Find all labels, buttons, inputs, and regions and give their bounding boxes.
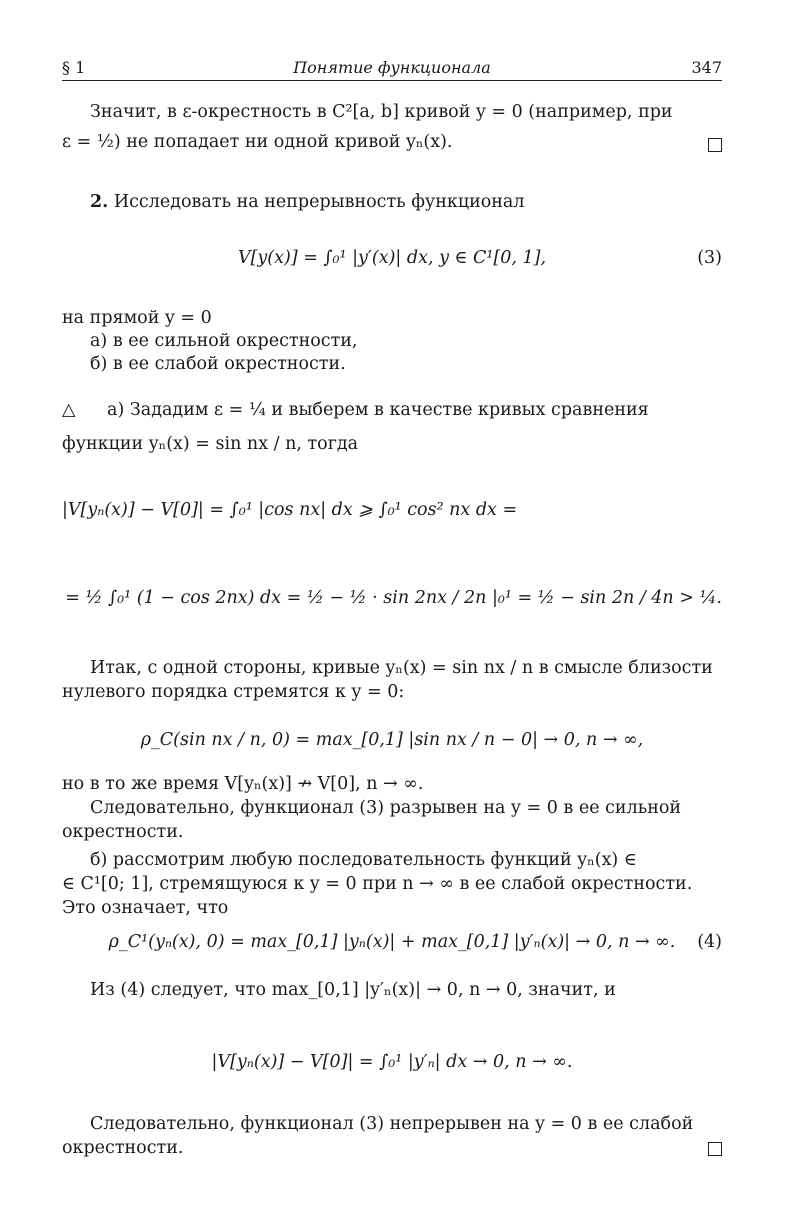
qed-box-2 bbox=[708, 1142, 722, 1156]
paragraph-epsilon bbox=[62, 100, 722, 124]
equation-rho-c bbox=[62, 728, 722, 752]
page-number: 347 bbox=[691, 58, 722, 77]
final-conclusion-cont bbox=[62, 1136, 722, 1160]
solution-b-line2 bbox=[62, 872, 722, 896]
solution-b-line2-text: ∈ C¹[0; 1], стремящуюся к y = 0 при n → ∞ в ее слабой окрестности. bbox=[62, 874, 693, 894]
paragraph-itak bbox=[62, 656, 722, 680]
header-rule bbox=[62, 80, 722, 81]
triangle-icon: △ bbox=[62, 400, 76, 420]
paragraph-from-4 bbox=[62, 978, 722, 1002]
paragraph-epsilon-cont bbox=[62, 130, 722, 154]
solution-b-line3 bbox=[62, 896, 722, 920]
p1-line2: ε = ½) не попадает ни одной кривой yₙ(x). bbox=[62, 132, 453, 152]
final-conclusion-line1: Следовательно, функционал (3) непрерывен на y = 0 в ее слабой bbox=[90, 1114, 694, 1134]
equation-estimate-2-text: = ½ ∫₀¹ (1 − cos 2nx) dx = ½ − ½ · sin 2nx / 2n |₀¹ = ½ − sin 2n / 4n > ¼. bbox=[65, 588, 722, 608]
equation-estimate-2 bbox=[62, 586, 722, 610]
problem-statement: Исследовать на непрерывность функционал bbox=[113, 192, 525, 212]
equation-estimate-1 bbox=[62, 498, 722, 522]
equation-rho-c-text: ρ_C(sin nx / n, 0) = max_[0,1] |sin nx / n − 0| → 0, n → ∞, bbox=[140, 730, 644, 750]
conclusion-a-cont bbox=[62, 820, 722, 844]
equation-3-tag: (3) bbox=[697, 248, 722, 268]
solution-a-intro-text: а) Зададим ε = ¼ и выберем в качестве кривых сравнения bbox=[107, 400, 649, 420]
equation-estimate-1-text: |V[yₙ(x)] − V[0]| = ∫₀¹ |cos nx| dx ⩾ ∫₀¹ cos² nx dx = bbox=[62, 500, 518, 520]
solution-a-intro bbox=[62, 398, 722, 422]
solution-b-line3-text: Это означает, что bbox=[62, 898, 229, 918]
equation-5 bbox=[62, 1050, 722, 1074]
running-header bbox=[62, 56, 722, 80]
solution-b-line1-text: б) рассмотрим любую последовательность функций yₙ(x) ∈ bbox=[90, 850, 637, 870]
item-b bbox=[90, 352, 722, 376]
solution-a-line2-text: функции yₙ(x) = sin nx / n, тогда bbox=[62, 434, 359, 454]
item-a bbox=[90, 329, 722, 353]
on-line-y0 bbox=[62, 306, 722, 330]
conclusion-a-line1: Следовательно, функционал (3) разрывен на y = 0 в ее сильной bbox=[90, 798, 682, 818]
solution-b-line1 bbox=[62, 848, 722, 872]
conclusion-a-line2: окрестности. bbox=[62, 822, 184, 842]
section-mark: § 1 bbox=[62, 58, 86, 77]
problem-number: 2. bbox=[90, 192, 109, 212]
equation-5-text: |V[yₙ(x)] − V[0]| = ∫₀¹ |y′ₙ| dx → 0, n → ∞. bbox=[211, 1052, 573, 1072]
paragraph-but-text: но в то же время V[yₙ(x)] ↛ V[0], n → ∞. bbox=[62, 774, 424, 794]
equation-4-tag: (4) bbox=[697, 932, 722, 952]
paragraph-but bbox=[62, 772, 722, 796]
problem-2 bbox=[62, 190, 722, 214]
equation-3 bbox=[62, 246, 722, 270]
equation-4-text: ρ_C¹(yₙ(x), 0) = max_[0,1] |yₙ(x)| + max_[0,1] |y′ₙ(x)| → 0, n → ∞. bbox=[108, 932, 676, 952]
qed-box-1 bbox=[708, 138, 722, 152]
item-b-text: б) в ее слабой окрестности. bbox=[90, 354, 346, 374]
running-title: Понятие функционала bbox=[293, 58, 491, 77]
conclusion-a bbox=[62, 796, 722, 820]
paragraph-itak-line2: нулевого порядка стремятся к y = 0: bbox=[62, 682, 405, 702]
solution-a-line2 bbox=[62, 432, 722, 456]
final-conclusion-line2: окрестности. bbox=[62, 1138, 184, 1158]
final-conclusion bbox=[62, 1112, 722, 1136]
item-a-text: а) в ее сильной окрестности, bbox=[90, 331, 358, 351]
on-line-text: на прямой y = 0 bbox=[62, 308, 212, 328]
p1-line1: Значит, в ε-окрестность в C²[a, b] кривой y = 0 (например, при bbox=[90, 102, 673, 122]
equation-3-formula: V[y(x)] = ∫₀¹ |y′(x)| dx, y ∈ C¹[0, 1], bbox=[237, 248, 547, 268]
equation-4 bbox=[62, 930, 722, 954]
page bbox=[62, 0, 722, 1216]
paragraph-itak-line1: Итак, с одной стороны, кривые yₙ(x) = sin nx / n в смысле близости bbox=[90, 658, 713, 678]
paragraph-itak-cont bbox=[62, 680, 722, 704]
paragraph-from-4-text: Из (4) следует, что max_[0,1] |y′ₙ(x)| → 0, n → 0, значит, и bbox=[90, 980, 616, 1000]
